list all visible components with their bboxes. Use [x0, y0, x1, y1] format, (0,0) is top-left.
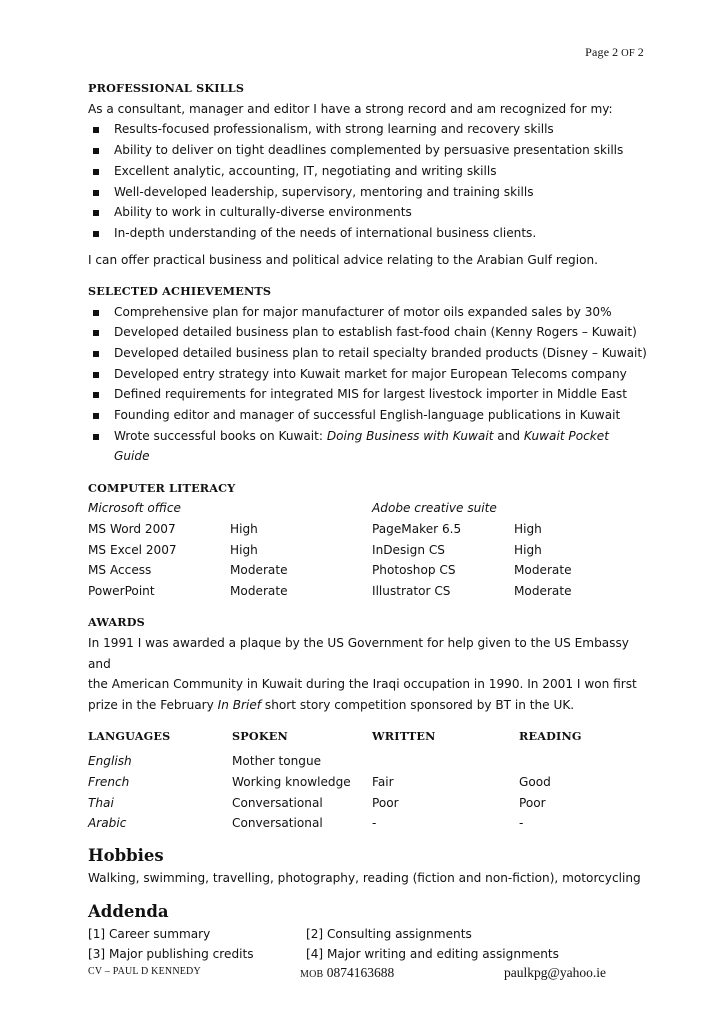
- table-row: [88, 793, 648, 814]
- reading-level: Good: [519, 774, 551, 789]
- software-name: MS Access: [88, 563, 152, 578]
- language-name: Arabic: [88, 816, 127, 831]
- list-item: Defined requirements for integrated MIS for largest livestock importer in Middle East: [88, 384, 648, 405]
- reading-level: [519, 751, 648, 772]
- publication-title: In Brief: [217, 698, 262, 713]
- list-item: Results-focused professionalism, with strong learning and recovery skills: [88, 119, 648, 140]
- software-name: InDesign CS: [372, 542, 445, 557]
- books-prefix: Wrote successful books on Kuwait:: [114, 428, 327, 443]
- list-item: In-depth understanding of the needs of international business clients.: [88, 223, 648, 244]
- computer-header-row: [88, 498, 648, 519]
- written-level: Poor: [372, 795, 399, 810]
- addendum-item: [1] Career summary: [88, 926, 211, 941]
- awards-line: In 1991 I was awarded a plaque by the US Government for help given to the US Embassy and: [88, 636, 629, 671]
- spoken-level: Working knowledge: [232, 774, 351, 789]
- list-item: Developed detailed business plan to establish fast-food chain (Kenny Rogers – Kuwait): [88, 322, 648, 343]
- page-footer: [88, 965, 640, 981]
- cv-content: [88, 78, 648, 965]
- page-total: 2: [637, 45, 644, 59]
- microsoft-office-heading: Microsoft office: [88, 501, 181, 516]
- software-level: High: [230, 542, 258, 557]
- list-item: Developed detailed business plan to retail specialty branded products (Disney – Kuwait): [88, 343, 648, 364]
- software-level: High: [230, 522, 258, 537]
- list-item: Excellent analytic, accounting, IT, negotiating and writing skills: [88, 161, 648, 182]
- addendum-item: [2] Consulting assignments: [306, 926, 472, 941]
- table-row: [88, 560, 648, 581]
- software-level: High: [514, 522, 542, 537]
- list-item: Founding editor and manager of successful English-language publications in Kuwait: [88, 405, 648, 426]
- addendum-item: [3] Major publishing credits: [88, 947, 254, 962]
- spoken-level: Conversational: [232, 816, 323, 831]
- table-row: [88, 751, 648, 772]
- footer-dash: –: [102, 966, 113, 977]
- software-level: High: [514, 542, 542, 557]
- professional-skills-intro: As a consultant, manager and editor I have a strong record and am recognized for my:: [88, 101, 613, 116]
- professional-skills-title: PROFESSIONAL SKILLS: [88, 81, 245, 95]
- footer-name: [88, 965, 300, 981]
- awards-text: prize in the February: [88, 698, 218, 713]
- software-level: Moderate: [230, 563, 288, 578]
- person-name: PAUL D KENNEDY: [112, 966, 201, 977]
- written-level: Fair: [372, 774, 394, 789]
- list-item: Well-developed leadership, supervisory, mentoring and training skills: [88, 182, 648, 203]
- software-name: PowerPoint: [88, 584, 155, 599]
- written-level: [372, 751, 519, 772]
- spoken-level: Mother tongue: [232, 754, 322, 769]
- achievements-list: [88, 302, 648, 468]
- software-name: Illustrator CS: [372, 584, 451, 599]
- hobbies-title: Hobbies: [88, 846, 164, 866]
- list-item: Developed entry strategy into Kuwait market for major European Telecoms company: [88, 364, 648, 385]
- software-name: Photoshop CS: [372, 563, 456, 578]
- written-level: -: [372, 816, 377, 831]
- hobbies-text: Walking, swimming, travelling, photography, reading (fiction and non-fiction), motorcycling: [88, 871, 641, 886]
- table-row: [88, 581, 648, 602]
- page-number: [585, 45, 644, 60]
- awards-text: short story competition sponsored by BT in the UK.: [261, 698, 575, 713]
- book-title: Kuwait Pocket Guide: [114, 428, 609, 464]
- languages-title: LANGUAGES: [88, 729, 171, 744]
- book-title: Doing Business with Kuwait: [326, 428, 494, 443]
- mobile-number: 0874163688: [323, 965, 395, 980]
- achievements-title: SELECTED ACHIEVEMENTS: [88, 283, 272, 298]
- language-name: English: [88, 754, 132, 769]
- addendum-item: [4] Major writing and editing assignments: [306, 947, 559, 962]
- software-name: MS Excel 2007: [88, 542, 177, 557]
- list-item: Ability to work in culturally-diverse environments: [88, 202, 648, 223]
- language-name: French: [88, 774, 130, 789]
- software-name: MS Word 2007: [88, 522, 176, 537]
- spoken-level: Conversational: [232, 795, 323, 810]
- awards-line: the American Community in Kuwait during the Iraqi occupation in 1990. In 2001 I won first: [88, 677, 637, 692]
- list-item: Ability to deliver on tight deadlines complemented by persuasive presentation skills: [88, 140, 648, 161]
- table-row: [88, 519, 648, 540]
- page-label: Page: [585, 45, 610, 59]
- page-num: 2: [612, 45, 619, 59]
- software-level: Moderate: [514, 584, 572, 599]
- footer-mobile: [300, 965, 504, 981]
- addenda-row: [88, 924, 648, 945]
- list-item: [88, 426, 648, 467]
- reading-level: -: [519, 816, 524, 831]
- table-row: [88, 772, 648, 793]
- reading-level: Poor: [519, 795, 546, 810]
- awards-line: [88, 695, 648, 716]
- professional-skills-closing: I can offer practical business and political advice relating to the Arabian Gulf region.: [88, 252, 598, 267]
- computer-literacy-title: COMPUTER LITERACY: [88, 480, 236, 495]
- software-name: PageMaker 6.5: [372, 522, 462, 537]
- email-address: paulkpg@yahoo.ie: [504, 965, 607, 980]
- cv-label: CV: [88, 966, 103, 977]
- spoken-heading: SPOKEN: [232, 729, 288, 744]
- language-name: Thai: [88, 795, 114, 810]
- awards-title: AWARDS: [88, 615, 145, 630]
- table-row: [88, 540, 648, 561]
- table-row: [88, 813, 648, 834]
- page-of: OF: [621, 48, 635, 59]
- adobe-suite-heading: Adobe creative suite: [372, 501, 497, 516]
- list-item: Comprehensive plan for major manufacturer of motor oils expanded sales by 30%: [88, 302, 648, 323]
- reading-heading: READING: [519, 729, 582, 744]
- books-and: and: [493, 428, 524, 443]
- written-heading: WRITTEN: [372, 729, 436, 744]
- addenda-row: [88, 944, 648, 965]
- professional-skills-list: [88, 119, 648, 243]
- software-level: Moderate: [514, 563, 572, 578]
- software-level: Moderate: [230, 584, 288, 599]
- languages-header-row: [88, 726, 648, 747]
- mob-label: MOB: [300, 969, 324, 980]
- addenda-title: Addenda: [88, 901, 169, 921]
